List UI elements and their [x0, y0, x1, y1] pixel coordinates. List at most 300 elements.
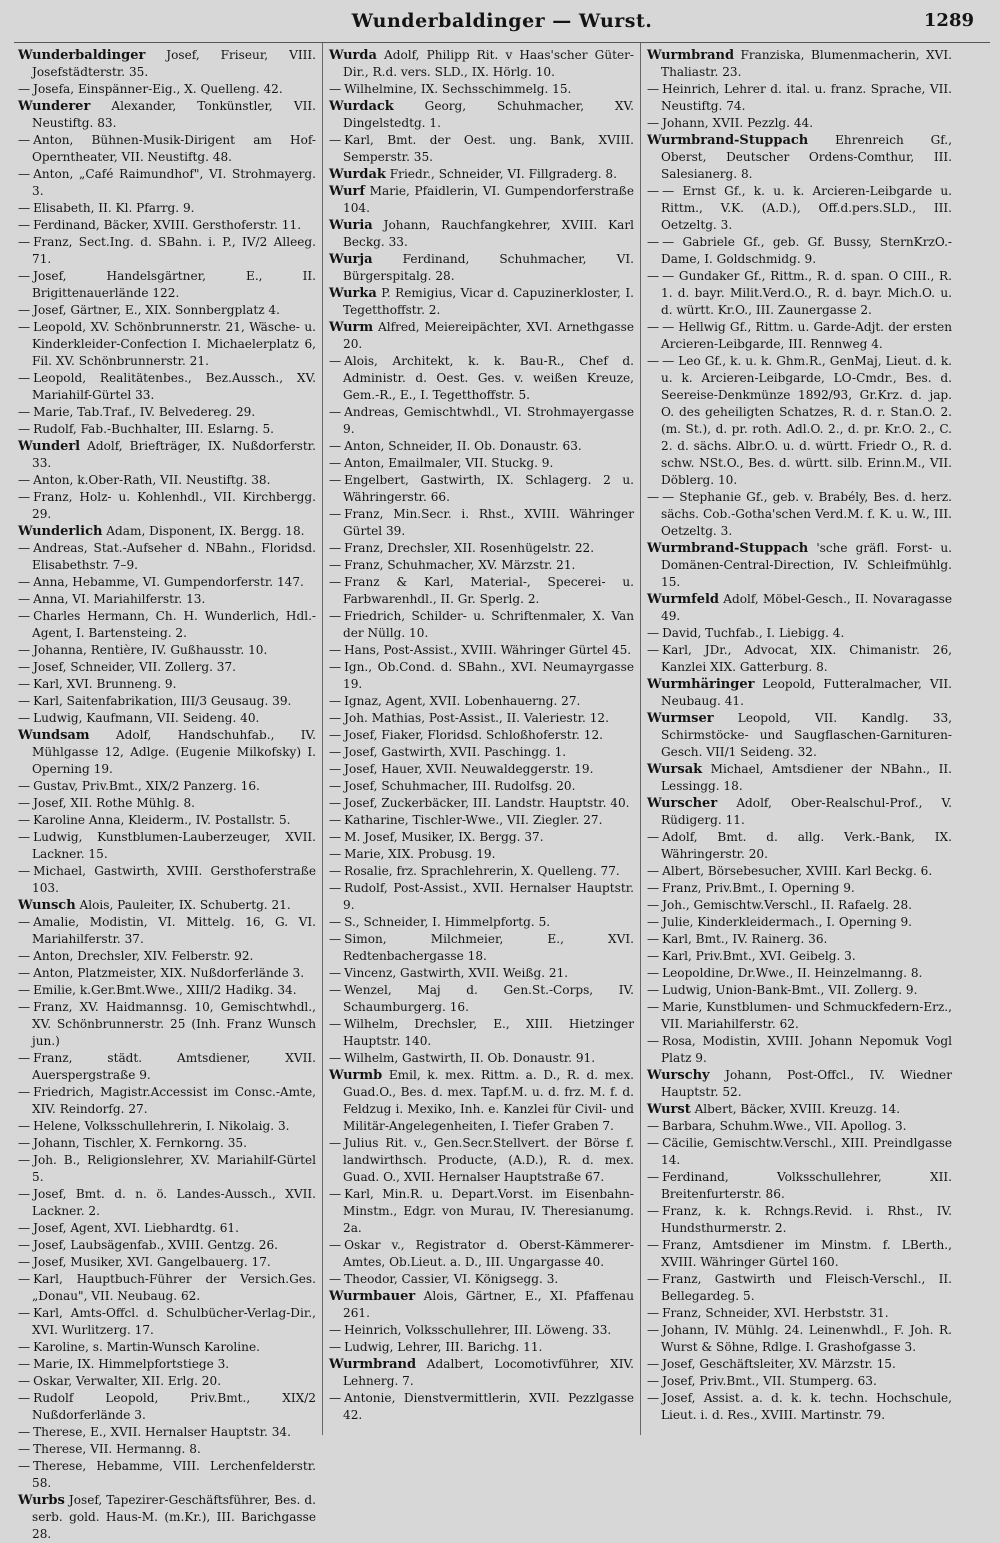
entry-surname: Wurf — [329, 184, 365, 199]
entry-text: Simon, Milchmeier, E., XVI. Redtenbachergasse 18. — [343, 932, 634, 963]
continuation-dash: — — [18, 1272, 31, 1286]
directory-entry — [647, 1322, 952, 1356]
directory-entry — [647, 591, 952, 625]
entry-text: Albert, Börsebesucher, XVIII. Karl Beckg. 6. — [662, 864, 933, 878]
continuation-dash: — — [18, 1238, 31, 1252]
directory-entry — [18, 1390, 316, 1424]
entry-text: Ign., Ob.Cond. d. SBahn., XVI. Neumayrgasse 19. — [343, 660, 634, 691]
directory-entry — [18, 982, 316, 999]
directory-entry — [647, 1390, 952, 1424]
directory-entry — [329, 285, 634, 319]
entry-text: Johann, IV. Mühlg. 24. Leinenwhdl., F. Joh. R. Wurst & Söhne, Rdlge. I. Grashofgasse 3. — [661, 1323, 952, 1354]
entry-text: Rudolf, Fab.-Buchhalter, III. Eslarng. 5. — [33, 422, 274, 436]
directory-entry — [329, 1322, 634, 1339]
entry-text: Anton, Platzmeister, XIX. Nußdorferlände 3. — [33, 966, 305, 980]
directory-entry — [647, 710, 952, 761]
entry-text: Johann, XVII. Pezzlg. 44. — [662, 116, 814, 130]
page-header — [14, 6, 990, 43]
directory-entry — [329, 506, 634, 540]
entry-surname: Wurscher — [647, 796, 718, 811]
directory-entry — [329, 914, 634, 931]
directory-entry — [18, 81, 316, 98]
continuation-dash: — — [18, 303, 31, 317]
directory-entry — [329, 846, 634, 863]
continuation-dash: — — [647, 983, 660, 997]
continuation-dash: — — [647, 1391, 660, 1405]
entry-text: Anna, VI. Mariahilferstr. 13. — [33, 592, 206, 606]
continuation-dash: — — [18, 966, 31, 980]
entry-text: 'sche gräfl. Forst- u. Domänen-Central-Direction, IV. Schleifmühlg. 15. — [661, 541, 952, 589]
entry-text: Emilie, k.Ger.Bmt.Wwe., XIII/2 Hadikg. 34. — [33, 983, 297, 997]
directory-entry — [647, 81, 952, 115]
entry-text: Ferdinand, Bäcker, XVIII. Gersthoferstr. 11. — [33, 218, 302, 232]
entry-text: Franz & Karl, Material-, Specerei- u. Farbwarenhdl., II. Gr. Sperlg. 2. — [343, 575, 634, 606]
directory-entry — [647, 1373, 952, 1390]
continuation-dash: — — [18, 1000, 31, 1014]
continuation-dash: — — [329, 1323, 342, 1337]
continuation-dash: — — [18, 405, 31, 419]
continuation-dash: — — [18, 983, 31, 997]
entry-text: Josef, Agent, XVI. Liebhardtg. 61. — [33, 1221, 239, 1235]
continuation-dash: — — [329, 813, 342, 827]
page-number: 1289 — [923, 10, 974, 31]
continuation-dash: — — [18, 201, 31, 215]
continuation-dash: — — [329, 1051, 342, 1065]
continuation-dash: — — [329, 660, 342, 674]
entry-text: Joh., Gemischtw.Verschl., II. Rafaelg. 28. — [662, 898, 913, 912]
entry-text: Joh. B., Religionslehrer, XV. Mariahilf-Gürtel 5. — [32, 1153, 316, 1184]
entry-text: Albert, Bäcker, XVIII. Kreuzg. 14. — [694, 1102, 901, 1116]
directory-entry — [329, 1016, 634, 1050]
entry-text: Franziska, Blumenmacherin, XVI. Thaliastr. 23. — [661, 48, 952, 79]
continuation-dash: — — [329, 711, 342, 725]
entry-text: Therese, VII. Hermanng. 8. — [33, 1442, 201, 1456]
entry-text: Franz, Min.Secr. i. Rhst., XVIII. Währinger Gürtel 39. — [343, 507, 634, 538]
continuation-dash: — — [329, 796, 342, 810]
continuation-dash: — — [647, 1119, 660, 1133]
continuation-dash: — — [329, 643, 342, 657]
directory-entry — [647, 353, 952, 489]
entry-surname: Wurmser — [647, 711, 714, 726]
directory-entry — [647, 982, 952, 999]
entry-surname: Wunderl — [18, 439, 81, 454]
directory-entry — [329, 166, 634, 183]
entry-text: Josef, Friseur, VIII. Josefstädterstr. 35. — [32, 48, 316, 79]
directory-entry — [18, 421, 316, 438]
continuation-dash: — — [18, 694, 31, 708]
entry-text: Rosalie, frz. Sprachlehrerin, X. Quelleng. 77. — [344, 864, 620, 878]
directory-entry — [647, 931, 952, 948]
entry-text: Georg, Schuhmacher, XV. Dingelstedtg. 1. — [343, 99, 634, 130]
continuation-dash: — — [647, 1357, 660, 1371]
entry-text: Karl, Min.R. u. Depart.Vorst. im Eisenbahn-Minstm., Edgr. von Murau, IV. Theresianumg. 2a. — [343, 1187, 634, 1235]
continuation-dash: — — [18, 711, 31, 725]
continuation-dash: — — [18, 915, 31, 929]
directory-entry — [329, 47, 634, 81]
entry-text: Leopoldine, Dr.Wwe., II. Heinzelmanng. 8. — [662, 966, 923, 980]
directory-entry — [647, 115, 952, 132]
entry-text: Franz, k. k. Rchngs.Revid. i. Rhst., IV. Hundsthurmerstr. 2. — [661, 1204, 952, 1235]
directory-entry — [329, 574, 634, 608]
directory-entry — [329, 812, 634, 829]
entry-text: Adam, Disponent, IX. Bergg. 18. — [106, 524, 305, 538]
entry-text: Marie, Tab.Traf., IV. Belvedereg. 29. — [33, 405, 256, 419]
directory-entry — [647, 914, 952, 931]
directory-entry — [18, 1135, 316, 1152]
continuation-dash: — — [329, 456, 342, 470]
directory-entry — [18, 404, 316, 421]
continuation-dash: — — [647, 320, 660, 334]
entry-text: Anton, Bühnen-Musik-Dirigent am Hof-Operntheater, VII. Neustiftg. 48. — [32, 133, 316, 164]
continuation-dash: — — [647, 1204, 660, 1218]
entry-text: Cäcilie, Gemischtw.Verschl., XIII. Preindlgasse 14. — [661, 1136, 952, 1167]
entry-surname: Wurmbrand — [329, 1357, 417, 1372]
entry-text: Adolf, Briefträger, IX. Nußdorferstr. 33. — [32, 439, 316, 470]
entry-text: Johann, Rauchfangkehrer, XVIII. Karl Beckg. 33. — [343, 218, 634, 249]
continuation-dash: — — [329, 405, 342, 419]
directory-entry — [18, 1254, 316, 1271]
continuation-dash: — — [329, 1136, 342, 1150]
directory-entry — [647, 1033, 952, 1067]
entry-text: Josef, Assist. a. d. k. k. techn. Hochschule, Lieut. i. d. Res., XVIII. Martinstr. 79. — [661, 1391, 952, 1422]
continuation-dash: — — [329, 745, 342, 759]
directory-entry — [647, 1067, 952, 1101]
directory-entry — [329, 863, 634, 880]
continuation-dash: — — [18, 1340, 31, 1354]
continuation-dash: — — [18, 1391, 31, 1405]
entry-text: — Ernst Gf., k. u. k. Arcieren-Leibgarde u. Rittm., V.K. (A.D.), Off.d.pers.SLD., III. Oetzeltg. 3. — [661, 184, 952, 232]
continuation-dash: — — [647, 949, 660, 963]
directory-entry — [18, 812, 316, 829]
entry-text: P. Remigius, Vicar d. Capuzinerkloster, I. Tegetthoffstr. 2. — [343, 286, 634, 317]
directory-entry — [18, 1237, 316, 1254]
entry-text: Oskar v., Registrator d. Oberst-Kämmerer-Amtes, Ob.Lieut. a. D., III. Ungargasse 40. — [343, 1238, 634, 1269]
directory-entry — [647, 999, 952, 1033]
continuation-dash: — — [647, 864, 660, 878]
directory-entry — [647, 268, 952, 319]
entry-text: Marie, IX. Himmelpfortstiege 3. — [33, 1357, 230, 1371]
directory-entry — [18, 829, 316, 863]
directory-entry — [329, 540, 634, 557]
entry-text: Ferdinand, Volksschullehrer, XII. Breitenfurterstr. 86. — [661, 1170, 952, 1201]
running-title: Wunderbaldinger — Wurst. — [351, 10, 653, 32]
entry-text: Katharine, Tischler-Wwe., VII. Ziegler. 27. — [344, 813, 603, 827]
entry-text: Wenzel, Maj d. Gen.St.-Corps, IV. Schaumburgerg. 16. — [343, 983, 634, 1014]
entry-text: Helene, Volksschullehrerin, I. Nikolaig. 3. — [33, 1119, 290, 1133]
entry-text: Karl, Bmt., IV. Rainerg. 36. — [662, 932, 828, 946]
entry-text: Hans, Post-Assist., XVIII. Währinger Gürtel 45. — [344, 643, 632, 657]
directory-entry — [329, 1356, 634, 1390]
entry-surname: Wurschy — [647, 1068, 710, 1083]
directory-entry — [18, 659, 316, 676]
continuation-dash: — — [647, 1034, 660, 1048]
entry-text: Engelbert, Gastwirth, IX. Schlagerg. 2 u. Währingerstr. 66. — [343, 473, 634, 504]
entry-text: Leopold, XV. Schönbrunnerstr. 21, Wäsche- u. Kinderkleider-Confection I. Michaelerplatz 6, Fil. XV. Schönbrunnerstr. 21. — [32, 320, 316, 368]
continuation-dash: — — [18, 949, 31, 963]
directory-entry — [329, 829, 634, 846]
entry-text: Anton, Schneider, II. Ob. Donaustr. 63. — [344, 439, 582, 453]
directory-entry — [18, 897, 316, 914]
continuation-dash: — — [647, 269, 660, 283]
entry-surname: Wurka — [329, 286, 377, 301]
directory-entry — [18, 132, 316, 166]
directory-entry — [18, 1305, 316, 1339]
directory-entry — [18, 1339, 316, 1356]
entry-text: Friedrich, Schilder- u. Schriftenmaler, X. Van der Nüllg. 10. — [343, 609, 634, 640]
entry-text: Franz, Priv.Bmt., I. Operning 9. — [662, 881, 855, 895]
entry-text: Alois, Architekt, k. k. Bau-R., Chef d. Administr. d. Oest. Ges. v. weißen Kreuze, Gem.-R., E., I. Tegetthoffstr. 5. — [343, 354, 634, 402]
continuation-dash: — — [647, 1238, 660, 1252]
entry-text: — Gabriele Gf., geb. Gf. Bussy, SternKrzO.-Dame, I. Goldschmidg. 9. — [661, 235, 952, 266]
directory-entry — [647, 47, 952, 81]
continuation-dash: — — [18, 371, 31, 385]
directory-entry — [18, 1458, 316, 1492]
entry-text: Josef, Laubsägenfab., XVIII. Gentzg. 26. — [33, 1238, 279, 1252]
continuation-dash: — — [18, 82, 31, 96]
directory-entry — [647, 897, 952, 914]
directory-entry — [18, 98, 316, 132]
directory-entry — [18, 1186, 316, 1220]
continuation-dash: — — [329, 354, 342, 368]
entry-surname: Wurmbrand — [647, 48, 735, 63]
column-middle — [322, 43, 640, 1435]
entry-text: Julie, Kinderkleidermach., I. Operning 9. — [662, 915, 912, 929]
entry-text: Josef, Fiaker, Floridsd. Schloßhoferstr. 12. — [344, 728, 603, 742]
continuation-dash: — — [329, 439, 342, 453]
continuation-dash: — — [329, 864, 342, 878]
directory-entry — [329, 608, 634, 642]
continuation-dash: — — [647, 881, 660, 895]
directory-entry — [18, 217, 316, 234]
continuation-dash: — — [18, 813, 31, 827]
continuation-dash: — — [18, 235, 31, 249]
directory-entry — [329, 98, 634, 132]
continuation-dash: — — [329, 1272, 342, 1286]
directory-entry — [329, 727, 634, 744]
directory-entry — [18, 268, 316, 302]
entry-text: Adolf, Möbel-Gesch., II. Novaragasse 49. — [661, 592, 952, 623]
directory-entry — [647, 1356, 952, 1373]
entry-text: Leopold, Futteralmacher, VII. Neubaug. 41. — [661, 677, 952, 708]
entry-text: Ludwig, Lehrer, III. Barichg. 11. — [344, 1340, 543, 1354]
directory-entry — [18, 727, 316, 778]
entry-text: Wilhelm, Drechsler, E., XIII. Hietzinger Hauptstr. 140. — [343, 1017, 634, 1048]
continuation-dash: — — [18, 660, 31, 674]
directory-entry — [647, 676, 952, 710]
continuation-dash: — — [647, 915, 660, 929]
directory-entry — [18, 1084, 316, 1118]
entry-text: Gustav, Priv.Bmt., XIX/2 Panzerg. 16. — [33, 779, 260, 793]
continuation-dash: — — [18, 269, 31, 283]
directory-entry — [647, 1135, 952, 1169]
directory-entry — [329, 642, 634, 659]
continuation-dash: — — [647, 82, 660, 96]
directory-entry — [329, 455, 634, 472]
entry-text: Josef, XII. Rothe Mühlg. 8. — [33, 796, 196, 810]
directory-entry — [329, 217, 634, 251]
entry-text: Karl, Amts-Offcl. d. Schulbücher-Verlag-Dir., XVI. Wurlitzerg. 17. — [32, 1306, 316, 1337]
directory-entry — [18, 591, 316, 608]
continuation-dash: — — [329, 541, 342, 555]
entry-text: Josef, Musiker, XVI. Gangelbauerg. 17. — [33, 1255, 271, 1269]
directory-entry — [18, 693, 316, 710]
directory-entry — [647, 183, 952, 234]
directory-entry — [647, 1305, 952, 1322]
entry-text: Alois, Gärtner, E., XI. Pfaffenau 261. — [343, 1289, 634, 1320]
directory-entry — [329, 1050, 634, 1067]
entry-text: Antonie, Dienstvermittlerin, XVII. Pezzlgasse 42. — [343, 1391, 634, 1422]
continuation-dash: — — [329, 830, 342, 844]
entry-text: Charles Hermann, Ch. H. Wunderlich, Hdl.-Agent, I. Bartensteing. 2. — [32, 609, 316, 640]
directory-entry — [18, 489, 316, 523]
entry-text: Franz, Schuhmacher, XV. Märzstr. 21. — [344, 558, 576, 572]
directory-entry — [647, 234, 952, 268]
entry-text: Johann, Tischler, X. Fernkorng. 35. — [33, 1136, 247, 1150]
continuation-dash: — — [18, 1187, 31, 1201]
entry-text: Karl, Hauptbuch-Führer der Versich.Ges. „Donau", VII. Neubaug. 62. — [32, 1272, 316, 1303]
directory-entry — [329, 472, 634, 506]
entry-text: Ferdinand, Schuhmacher, VI. Bürgerspitalg. 28. — [343, 252, 634, 283]
directory-entry — [329, 710, 634, 727]
continuation-dash: — — [647, 1136, 660, 1150]
directory-entry — [18, 472, 316, 489]
entry-text: Ludwig, Kaufmann, VII. Seideng. 40. — [33, 711, 260, 725]
entry-text: Karoline Anna, Kleiderm., IV. Postallstr. 5. — [33, 813, 291, 827]
continuation-dash: — — [329, 881, 342, 895]
continuation-dash: — — [329, 473, 342, 487]
directory-entry — [329, 761, 634, 778]
entry-surname: Wurdak — [329, 167, 386, 182]
entry-text: Josef, Tapezirer-Geschäftsführer, Bes. d. serb. gold. Haus-M. (m.Kr.), III. Barichgasse 28. — [32, 1493, 316, 1541]
continuation-dash: — — [18, 1374, 31, 1388]
continuation-dash: — — [18, 1425, 31, 1439]
entry-text: Andreas, Stat.-Aufseher d. NBahn., Floridsd. Elisabethstr. 7–9. — [32, 541, 316, 572]
directory-entry — [647, 642, 952, 676]
directory-entry — [18, 710, 316, 727]
directory-entry — [18, 1220, 316, 1237]
continuation-dash: — — [18, 1255, 31, 1269]
entry-text: Josef, Gärtner, E., XIX. Sonnbergplatz 4. — [33, 303, 280, 317]
directory-entry — [18, 166, 316, 200]
entry-surname: Wurm — [329, 320, 374, 335]
continuation-dash: — — [647, 626, 660, 640]
continuation-dash: — — [18, 1136, 31, 1150]
entry-text: Marie, Pfaidlerin, VI. Gumpendorferstraße 104. — [343, 184, 634, 215]
entry-text: Adolf, Ober-Realschul-Prof., V. Rüdigerg. 11. — [661, 796, 952, 827]
directory-entry — [329, 931, 634, 965]
directory-entry — [18, 523, 316, 540]
entry-surname: Wundsam — [18, 728, 90, 743]
directory-entry — [18, 999, 316, 1050]
entry-text: Julius Rit. v., Gen.Secr.Stellvert. der Börse f. landwirthsch. Producte, (A.D.), R. d. mex. Guad. O., XVII. Hernalser Hauptstraße 67. — [343, 1136, 634, 1184]
continuation-dash: — — [18, 473, 31, 487]
directory-entry — [329, 1288, 634, 1322]
continuation-dash: — — [18, 864, 31, 878]
directory-entry — [18, 795, 316, 812]
continuation-dash: — — [329, 507, 342, 521]
entry-text: Rosa, Modistin, XVIII. Johann Nepomuk Vogl Platz 9. — [661, 1034, 952, 1065]
directory-entry — [18, 642, 316, 659]
directory-entry — [18, 1152, 316, 1186]
directory-entry — [18, 1050, 316, 1084]
entry-surname: Wurmbrand-Stuppach — [647, 133, 809, 148]
directory-entry — [18, 574, 316, 591]
entry-surname: Wurbs — [18, 1493, 65, 1508]
entry-text: Barbara, Schuhm.Wwe., VII. Apollog. 3. — [662, 1119, 907, 1133]
directory-entry — [18, 234, 316, 268]
directory-entry — [18, 948, 316, 965]
continuation-dash: — — [18, 609, 31, 623]
entry-text: Ignaz, Agent, XVII. Lobenhauerng. 27. — [344, 694, 581, 708]
entry-text: Elisabeth, II. Kl. Pfarrg. 9. — [33, 201, 195, 215]
entry-text: — Leo Gf., k. u. k. Ghm.R., GenMaj, Lieut. d. k. u. k. Arcieren-Leibgarde, LO-Cmdr., Bes. d. Seereise-Denkmünze 1892/93, Gr.Krz. d. jap. O. des geheiligten Schatzes, R. d. r. Stan.O. 2. (m. St.), d. pr. roth. Adl.O. 2., d. pr. Kr.O. 2., C. 2. d. sächs. Albr.O. u. d. württ. Friedr O., R. d. schw. NSt.O., Bes. d. württ. silb. Erinn.M., VII. Döblerg. 10. — [661, 354, 952, 487]
continuation-dash: — — [18, 1459, 31, 1473]
continuation-dash: — — [18, 490, 31, 504]
continuation-dash: — — [647, 932, 660, 946]
continuation-dash: — — [329, 575, 342, 589]
directory-entry — [647, 1237, 952, 1271]
continuation-dash: — — [647, 184, 660, 198]
continuation-dash: — — [329, 1187, 342, 1201]
continuation-dash: — — [18, 1357, 31, 1371]
continuation-dash: — — [329, 1017, 342, 1031]
continuation-dash: — — [329, 932, 342, 946]
entry-text: Emil, k. mex. Rittm. a. D., R. d. mex. Guad.O., Bes. d. mex. Tapf.M. u. d. frz. M. f. d. Feldzug i. Mexiko, Inh. e. Kanzlei für Civil- und Militär-Angelegenheiten, I. Tiefer Graben 7. — [343, 1068, 634, 1133]
continuation-dash: — — [647, 235, 660, 249]
directory-entry — [647, 1169, 952, 1203]
entry-text: Vincenz, Gastwirth, XVII. Weißg. 21. — [344, 966, 569, 980]
directory-entry — [329, 81, 634, 98]
directory-entry — [329, 1135, 634, 1186]
entry-text: Anton, „Café Raimundhof", VI. Strohmayerg. 3. — [32, 167, 316, 198]
directory-entry — [329, 778, 634, 795]
entry-text: Josefa, Einspänner-Eig., X. Quelleng. 42. — [33, 82, 283, 96]
entry-text: Karl, XVI. Brunneng. 9. — [33, 677, 177, 691]
continuation-dash: — — [647, 1000, 660, 1014]
entry-surname: Wurdack — [329, 99, 394, 114]
entry-surname: Wursak — [647, 762, 703, 777]
continuation-dash: — — [647, 354, 660, 368]
entry-text: Michael, Amtsdiener der NBahn., II. Lessingg. 18. — [661, 762, 952, 793]
entry-text: Franz, Sect.Ing. d. SBahn. i. P., IV/2 Alleeg. 71. — [32, 235, 316, 266]
continuation-dash: — — [329, 966, 342, 980]
continuation-dash: — — [647, 1323, 660, 1337]
entry-text: Alfred, Meiereipächter, XVI. Arnethgasse 20. — [343, 320, 634, 351]
continuation-dash: — — [329, 762, 342, 776]
entry-text: Anna, Hebamme, VI. Gumpendorferstr. 147. — [33, 575, 304, 589]
columns — [14, 43, 990, 1541]
directory-entry — [647, 1101, 952, 1118]
column-left — [14, 43, 322, 1541]
directory-entry — [647, 489, 952, 540]
continuation-dash: — — [18, 1306, 31, 1320]
directory-entry — [18, 1356, 316, 1373]
directory-entry — [329, 1271, 634, 1288]
directory-entry — [18, 200, 316, 217]
directory-entry — [647, 948, 952, 965]
continuation-dash: — — [329, 558, 342, 572]
continuation-dash: — — [329, 779, 342, 793]
entry-text: Franz, XV. Haidmannsg. 10, Gemischtwhdl., XV. Schönbrunnerstr. 25 (Inh. Franz Wunsch jun.) — [32, 1000, 316, 1048]
continuation-dash: — — [647, 1170, 660, 1184]
entry-text: Marie, XIX. Probusg. 19. — [344, 847, 496, 861]
entry-text: Ehrenreich Gf., Oberst, Deutscher Ordens-Comthur, III. Salesianerg. 8. — [661, 133, 952, 181]
directory-entry — [647, 795, 952, 829]
entry-text: Michael, Gastwirth, XVIII. Gersthoferstraße 103. — [32, 864, 316, 895]
entry-text: Wilhelm, Gastwirth, II. Ob. Donaustr. 91. — [344, 1051, 596, 1065]
directory-entry — [329, 557, 634, 574]
directory-entry — [18, 914, 316, 948]
